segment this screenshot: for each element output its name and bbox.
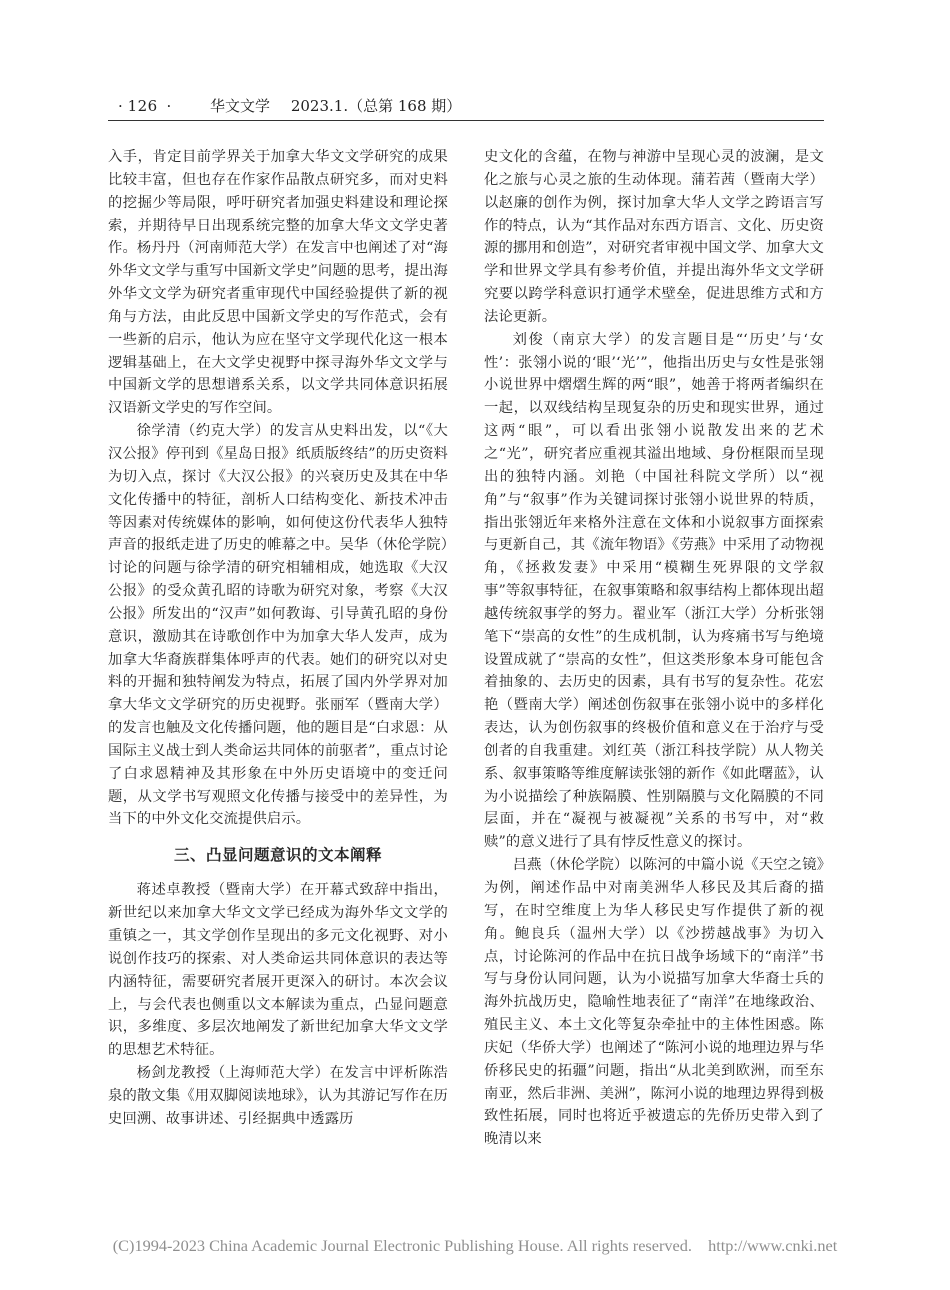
paragraph: 蒋述卓教授（暨南大学）在开幕式致辞中指出，新世纪以来加拿大华文文学已经成为海外华文文学的重镇之一，其文学创作呈现出的多元文化视野、对小说创作技巧的探索、对人类命运共同体意识的表达等内涵特征，需要研究者展开更深入的研讨。本次会议上，与会代表也侧重以文本解读为重点，凸显问题意识，多维度、多层次地阐发了新世纪加拿大华文文学的思想艺术特征。: [108, 882, 448, 1059]
paragraph: 入手，肯定目前学界关于加拿大华文文学研究的成果比较丰富，但也存在作家作品散点研究多，而对史料的挖掘少等局限，呼吁研究者加强史料建设和理论探索，并期待早日出现系统完整的加拿大华文文学史著作。杨丹丹（河南师范大学）在发言中也阐述了对“海外华文文学与重写中国新文学史”问题的思考，提出海外华文文学为研究者重审现代中国经验提供了新的视角与方法，由此反思中国新文学史的写作范式，会有一些新的启示，他认为应在坚守文学现代化这一根本逻辑基础上，在大文学史视野中探寻海外华文文学与中国新文学的思想谱系关系，以文学共同体意识拓展汉语新文学史的写作空间。: [108, 149, 448, 417]
paragraph: 徐学清（约克大学）的发言从史料出发，以“《大汉公报》停刊到《星岛日报》纸质版终结”的历史资料为切入点，探讨《大汉公报》的兴衰历史及其在中华文化传播中的特征，剖析人口结构变化、新技术冲击等因素对传统媒体的影响，如何使这份代表华人独特声音的报纸走进了历史的帷幕之中。吴华（休伦学院）讨论的问题与徐学清的研究相辅相成，她选取《大汉公报》的受众黄孔昭的诗歌为研究对象，考察《大汉公报》所发出的“汉声”如何教诲、引导黄孔昭的身份意识，激励其在诗歌创作中为加拿大华人发声，成为加拿大华裔族群集体呼声的代表。她们的研究以对史料的开掘和独特阐发为特点，拓展了国内外学界对加拿大华文文学研究的历史视野。张丽军（暨南大学）的发言也触及文化传播问题，他的题目是“白求恩：从国际主义战士到人类命运共同体的前驱者”，重点讨论了白求恩精神及其形象在中外历史语境中的变迁问题，从文学书写观照文化传播与接受中的差异性，为当下的中外文化交流提供启示。: [108, 423, 448, 828]
paragraph: 史文化的含蕴，在物与神游中呈现心灵的波澜，是文化之旅与心灵之旅的生动体现。蒲若茜（暨南大学）以赵廉的创作为例，探讨加拿大华人文学之跨语言写作的特点，认为“其作品对东西方语言、文化、历史资源的挪用和创造”，对研究者审视中国文学、加拿大文学和世界文学具有参考价值，并提出海外华文文学研究要以跨学科意识打通学术壁垒，促进思维方式和方法论更新。: [484, 149, 824, 325]
header-bullet-2: ·: [166, 97, 172, 115]
header-bullet: ·: [118, 97, 123, 115]
paragraph: 吕燕（休伦学院）以陈河的中篇小说《天空之镜》为例，阐述作品中对南美洲华人移民及其后裔的描写，在时空维度上为华人移民史写作提供了新的视角。鲍良兵（温州大学）以《沙捞越战事》为切入点，讨论陈河的作品中在抗日战争场域下的“南洋”书写与身份认同问题，认为小说描写加拿大华裔士兵的海外抗战历史，隐喻性地表征了“南洋”在地缘政治、殖民主义、本土文化等复杂牵扯中的主体性困惑。陈庆妃（华侨大学）也阐述了“陈河小说的地理边界与华侨移民史的拓疆”问题，指出“从北美到欧洲，而至东南亚，然后非洲、美洲”，陈河小说的地理边界得到极致性拓展，同时也将近乎被遗忘的先侨历史带入到了晚清以来: [484, 857, 824, 1148]
header-rule: [108, 120, 824, 121]
journal-name: 华文文学: [210, 97, 271, 115]
right-column: [484, 146, 824, 1151]
page-number: 126: [127, 97, 158, 115]
watermark-footer: [0, 1236, 950, 1256]
left-column: [108, 146, 448, 1131]
copyright-text: (C)1994-2023 China Academic Journal Electronic Publishing House. All rights reserved.: [112, 1236, 692, 1255]
issue-info: 2023.1.（总第 168 期）: [290, 97, 462, 115]
cnki-link[interactable]: http://www.cnki.net: [708, 1236, 838, 1255]
section-title: 三、凸显问题意识的文本阐释: [173, 846, 382, 865]
running-header: [118, 96, 818, 116]
paragraph: 杨剑龙教授（上海师范大学）在发言中评析陈浩泉的散文集《用双脚阅读地球》，认为其游记写作在历史回溯、故事讲述、引经据典中透露历: [108, 1065, 448, 1127]
paragraph: 刘俊（南京大学）的发言题目是“‘历史’与‘女性’：张翎小说的‘眼’‘光’”，他指出历史与女性是张翎小说世界中熠熠生辉的两“眼”，她善于将两者编织在一起，以双线结构呈现复杂的历史和现实世界，通过这两“眼”，可以看出张翎小说散发出来的艺术之“光”，研究者应重视其溢出地域、身份框限而呈现出的独特内涵。刘艳（中国社科院文学所）以“视角”与“叙事”作为关键词探讨张翎小说世界的特质，指出张翎近年来格外注意在文体和小说叙事方面探索与更新自己，其《流年物语》《劳燕》中采用了动物视角，《拯救发妻》中采用“模糊生死界限的文学叙事”等叙事特征，在叙事策略和叙事结构上都体现出超越传统叙事学的努力。翟业军（浙江大学）分析张翎笔下“崇高的女性”的生成机制，认为疼痛书写与绝境设置成就了“崇高的女性”，但这类形象本身可能包含着抽象的、去历史的因素，具有书写的复杂性。花宏艳（暨南大学）阐述创伤叙事在张翎小说中的多样化表达，认为创伤叙事的终极价值和意义在于治疗与受创者的自我重建。刘红英（浙江科技学院）从人物关系、叙事策略等维度解读张翎的新作《如此曙蓝》，认为小说描绘了种族隔膜、性别隔膜与文化隔膜的不同层面，并在“凝视与被凝视”关系的书写中，对“救赎”的意义进行了具有悖反性意义的探讨。: [484, 331, 824, 851]
